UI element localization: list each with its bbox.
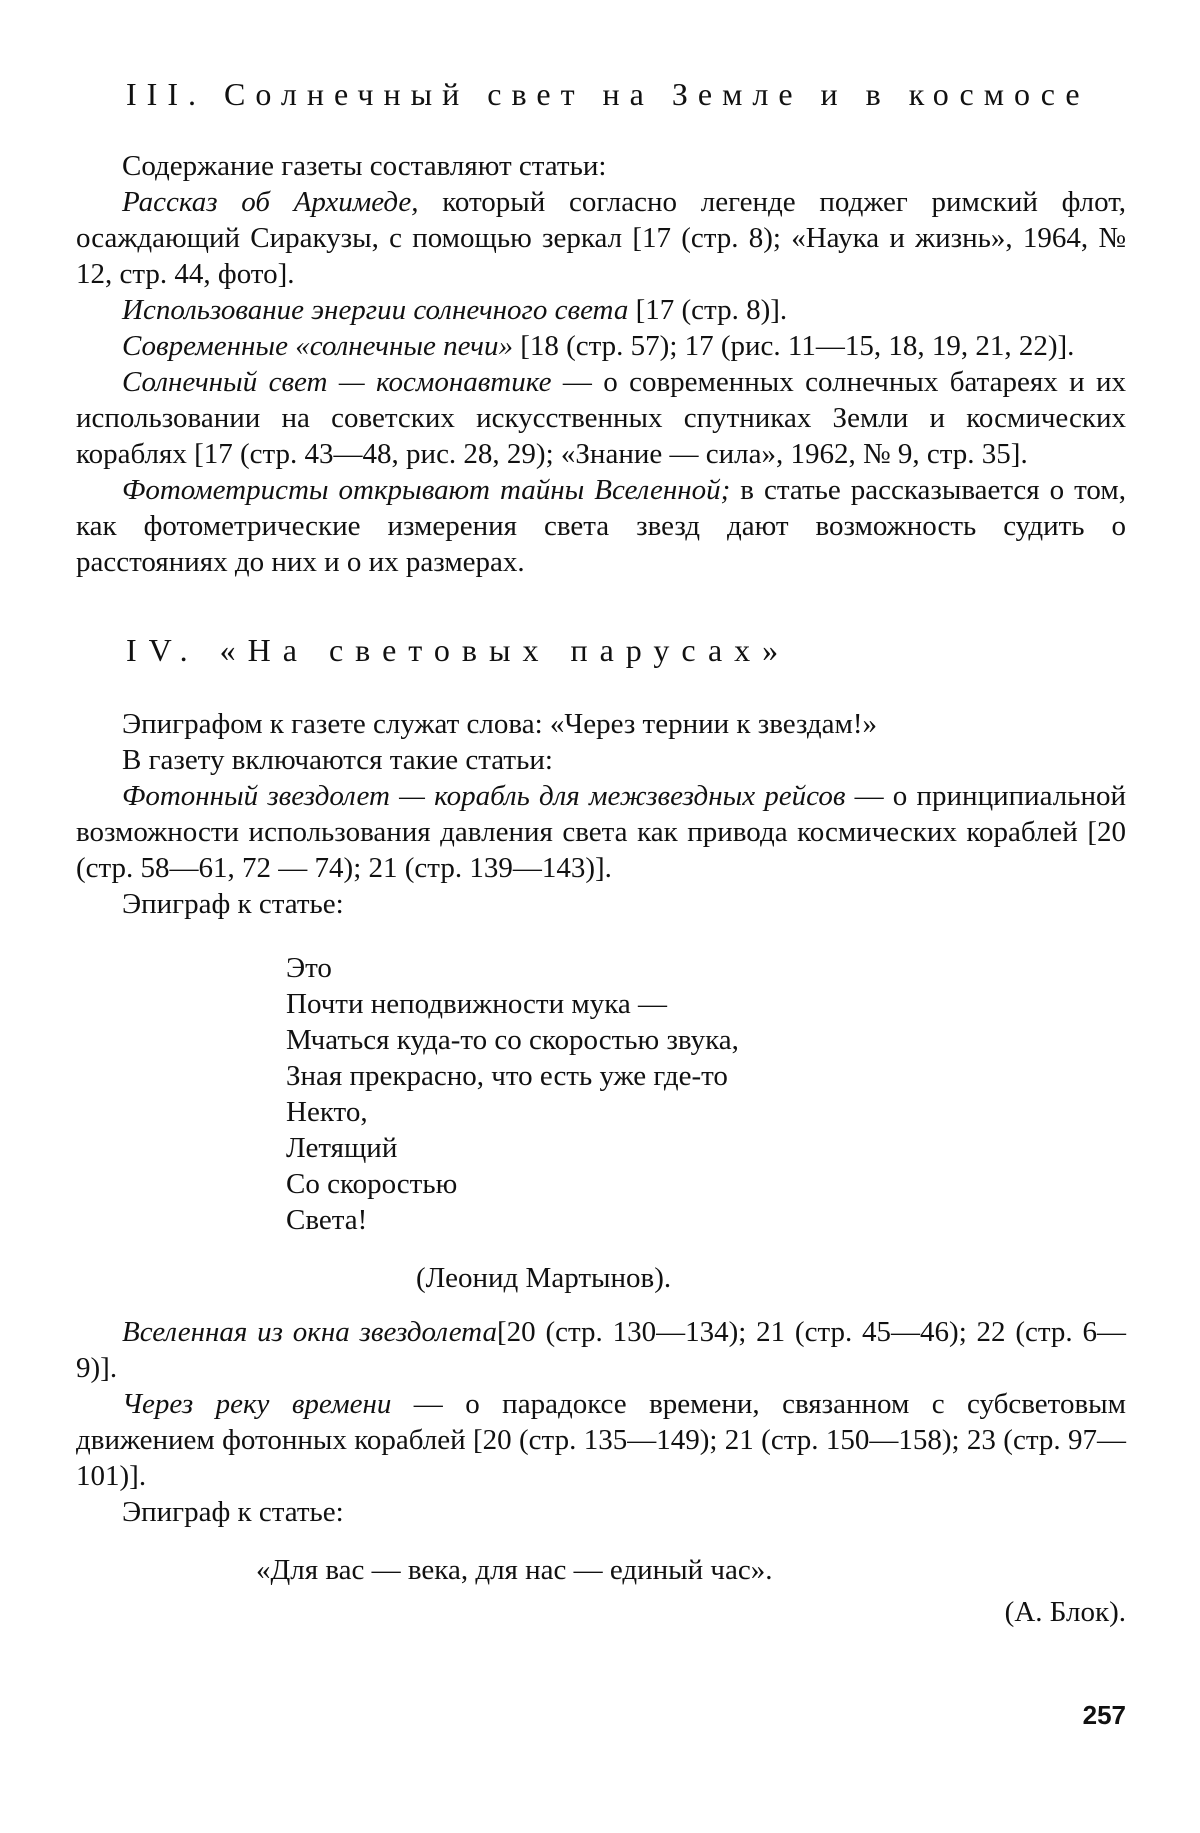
article-description: — о современных солнечных батареях и их использовании на советских искусственных спутниках Земли и космических кораблях [17 (стр. 43—48, рис. 28, 29); «Знание — сила», 1962, № 9, стр. 35]. [76,366,1126,470]
article-title: Солнечный свет — космонавтике [122,366,552,398]
article-title: Использование энергии солнечного света [122,294,629,326]
epigraph-label: Эпиграф к статье: [122,888,344,920]
poem-line: Летящий [286,1132,398,1164]
section-4-epigraph-intro: Эпиграфом к газете служат слова: «Через тернии к звездам!» [122,708,878,740]
poem-line: Света! [286,1204,368,1236]
epigraph-author: (А. Блок). [1004,1596,1126,1628]
article-title: Современные «солнечные печи» [122,330,513,362]
poem-author: (Леонид Мартынов). [416,1262,672,1294]
article-title: Фотометристы открывают тайны Вселенной; [122,474,731,506]
section-4-title: IV. «На световых парусах» [126,632,791,668]
article-item [76,184,1126,292]
section-3-intro: Содержание газеты составляют статьи: [122,150,607,182]
page-number: 257 [1082,1700,1126,1730]
article-item [76,292,1126,328]
article-description: — о парадоксе времени, связанном с субсветовым движением фотонных кораблей [20 (стр. 135—149); 21 (стр. 150—158); 23 (стр. 97—101)]. [76,1388,1126,1492]
article-item [76,1386,1126,1494]
article-title: Фотонный звездолет — корабль для межзвездных рейсов [122,780,846,812]
article-item [76,472,1126,580]
article-item [76,328,1126,364]
article-title: Рассказ об Архимеде, [122,186,419,218]
section-3-title: III. Солнечный свет на Земле и в космосе [126,76,1090,112]
article-description: — о принципиальной возможности использования давления света как привода космических кораблей [20 (стр. 58—61, 72 — 74); 21 (стр. 139—143)]. [76,780,1127,884]
poem [286,950,1126,1238]
poem-line: Зная прекрасно, что есть уже где-то [286,1060,728,1092]
poem-line: Это [286,952,332,984]
article-item [76,778,1126,886]
epigraph-label: Эпиграф к статье: [122,1496,344,1528]
article-description: который согласно легенде поджег римский флот, осаждающий Сиракузы, с помощью зеркал [17 (стр. 8); «Наука и жизнь», 1964, № 12, стр. 44, фото]. [76,186,1126,290]
article-item [76,364,1126,472]
article-item [76,1314,1126,1386]
article-description: [18 (стр. 57); 17 (рис. 11—15, 18, 19, 21, 22)]. [512,330,1075,362]
epigraph-quote: «Для вас — века, для нас — единый час». [256,1554,773,1586]
article-title: Через реку времени [122,1388,392,1420]
poem-line: Со скоростью [286,1168,458,1200]
article-description: [17 (стр. 8)]. [628,294,788,326]
poem-line: Мчаться куда-то со скоростью звука, [286,1024,739,1056]
poem-line: Почти неподвижности мука — [286,988,667,1020]
article-title: Вселенная из окна звездолета [122,1316,497,1348]
section-4-intro: В газету включаются такие статьи: [122,744,553,776]
article-description: в статье рассказывается о том, как фотометрические измерения света звезд дают возможность судить о расстояниях до них и о их размерах. [76,474,1126,578]
poem-line: Некто, [286,1096,368,1128]
article-description: [20 (стр. 130—134); 21 (стр. 45—46); 22 (стр. 6—9)]. [76,1316,1126,1384]
page-body [76,70,1126,1630]
